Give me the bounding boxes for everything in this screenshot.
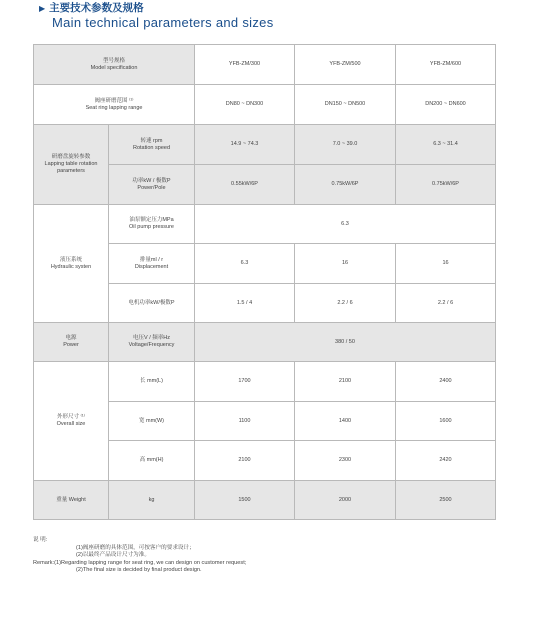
displacement-label-zh: 排量ml / r xyxy=(139,256,164,263)
table-cell: 2400 xyxy=(396,362,496,402)
table-cell: DN150 ~ DN500 xyxy=(295,85,396,125)
power-pole-label-en: Power/Pole xyxy=(137,184,166,191)
displacement-label-cell xyxy=(109,244,195,284)
speed-label-cell xyxy=(109,125,195,165)
pressure-label-cell xyxy=(109,205,195,244)
model-header-cell xyxy=(34,45,195,85)
power-pole-label-cell xyxy=(109,165,195,205)
remark-zh-1: (1)阀座研磨的具体范围，可按客户的要求设计； xyxy=(76,544,195,551)
hydraulic-group-cell xyxy=(34,205,109,323)
pressure-label-en: Oil pump pressure xyxy=(129,224,174,230)
table-cell: 2.2 / 6 xyxy=(396,284,496,323)
table-cell: 2300 xyxy=(295,441,396,481)
size-group-en: Overall size xyxy=(56,421,86,427)
table-cell: 2100 xyxy=(295,362,396,402)
length-label-cell: 长 mm(L) xyxy=(109,362,195,402)
power-group-cell xyxy=(34,323,109,362)
table-cell: 1700 xyxy=(195,362,295,402)
model-label-zh: 型号规格 xyxy=(102,57,125,64)
remarks xyxy=(33,537,246,575)
table-cell: 2100 xyxy=(195,441,295,481)
lapping-group-cell xyxy=(34,125,109,205)
table-row xyxy=(34,45,496,85)
power-group-zh: 电源 xyxy=(65,335,77,341)
power-pole-label-zh: 功率kW / 极数P xyxy=(132,177,171,184)
table-cell: 2000 xyxy=(295,481,396,520)
table-cell: 1600 xyxy=(396,402,496,441)
table-cell: 2.2 / 6 xyxy=(295,284,396,323)
height-label-cell: 高 mm(H) xyxy=(109,441,195,481)
table-row xyxy=(34,205,496,244)
title-zh: 主要技术参数及规格 xyxy=(49,2,144,14)
hydraulic-group-zh: 液压系统 xyxy=(59,256,82,263)
voltage-label-en: Voltage/Frequency xyxy=(128,342,175,348)
table-cell: 6.3 xyxy=(195,205,496,244)
motor-label-cell: 电机功率kW/极数P xyxy=(109,284,195,323)
table-row xyxy=(34,85,496,125)
pressure-label-zh: 油泵额定压力MPa xyxy=(129,217,174,223)
table-cell: 16 xyxy=(295,244,396,284)
table-row xyxy=(34,125,496,165)
table-cell: 0.75kW/6P xyxy=(396,165,496,205)
triangle-bullet-icon: ▶ xyxy=(39,4,46,13)
section-header xyxy=(39,2,274,30)
voltage-label-cell xyxy=(109,323,195,362)
weight-unit-cell: kg xyxy=(109,481,195,520)
table-cell: 1.5 / 4 xyxy=(195,284,295,323)
table-cell: 16 xyxy=(396,244,496,284)
title-zh-line xyxy=(39,2,274,15)
table-row xyxy=(34,362,496,402)
speed-label-zh: 转速 rpm xyxy=(140,137,163,144)
size-group-zh: 外形尺寸 ⁽¹⁾ xyxy=(56,414,86,420)
size-group-cell xyxy=(34,362,109,481)
table-cell: 0.55kW/6P xyxy=(195,165,295,205)
table-cell: 14.9 ~ 74.3 xyxy=(195,125,295,165)
table-cell: 2420 xyxy=(396,441,496,481)
voltage-label-zh: 电压V / 频率Hz xyxy=(133,335,170,341)
remark-label-zh: 说 明: xyxy=(33,537,48,543)
table-cell: 1400 xyxy=(295,402,396,441)
lapping-group-en: Lapping table rotation parameters xyxy=(44,161,98,174)
table-row xyxy=(34,323,496,362)
table-cell: DN200 ~ DN600 xyxy=(396,85,496,125)
table-cell: 6.3 ~ 31.4 xyxy=(396,125,496,165)
power-group-en: Power xyxy=(63,342,79,348)
table-cell: 380 / 50 xyxy=(195,323,496,362)
table-cell: 1100 xyxy=(195,402,295,441)
displacement-label-en: Displacement xyxy=(134,263,169,270)
width-label-cell: 宽 mm(W) xyxy=(109,402,195,441)
hydraulic-group-en: Hydraulic systen xyxy=(50,263,92,270)
model-label-en: Model specification xyxy=(90,64,138,71)
model-cell: YFB-ZM/500 xyxy=(295,45,396,85)
seat-ring-label-cell xyxy=(34,85,195,125)
remark-en-1: Remark:(1)Regarding lapping range for seat ring, we can design on customer request; xyxy=(33,559,247,566)
model-cell: YFB-ZM/600 xyxy=(396,45,496,85)
lapping-group-zh: 研磨盘旋转参数 xyxy=(51,154,91,160)
seat-ring-label-en: Seat ring lapping range xyxy=(85,104,143,111)
table-cell: DN80 ~ DN300 xyxy=(195,85,295,125)
remark-en-2: (2)The final size is decided by final product design. xyxy=(76,567,202,573)
model-cell: YFB-ZM/300 xyxy=(195,45,295,85)
table-cell: 1500 xyxy=(195,481,295,520)
table-cell: 7.0 ~ 39.0 xyxy=(295,125,396,165)
spec-table xyxy=(33,44,496,520)
table-cell: 6.3 xyxy=(195,244,295,284)
table-row xyxy=(34,481,496,520)
title-en: Main technical parameters and sizes xyxy=(52,15,274,30)
remark-zh-2: (2)以最终产品设计尺寸为准。 xyxy=(76,552,150,558)
table-cell: 0.75kW/6P xyxy=(295,165,396,205)
seat-ring-label-zh: 阀座研磨范围 ⁽¹⁾ xyxy=(94,97,134,104)
weight-label-cell: 重量 Weight xyxy=(34,481,109,520)
speed-label-en: Rotation speed xyxy=(133,144,170,151)
table-cell: 2500 xyxy=(396,481,496,520)
